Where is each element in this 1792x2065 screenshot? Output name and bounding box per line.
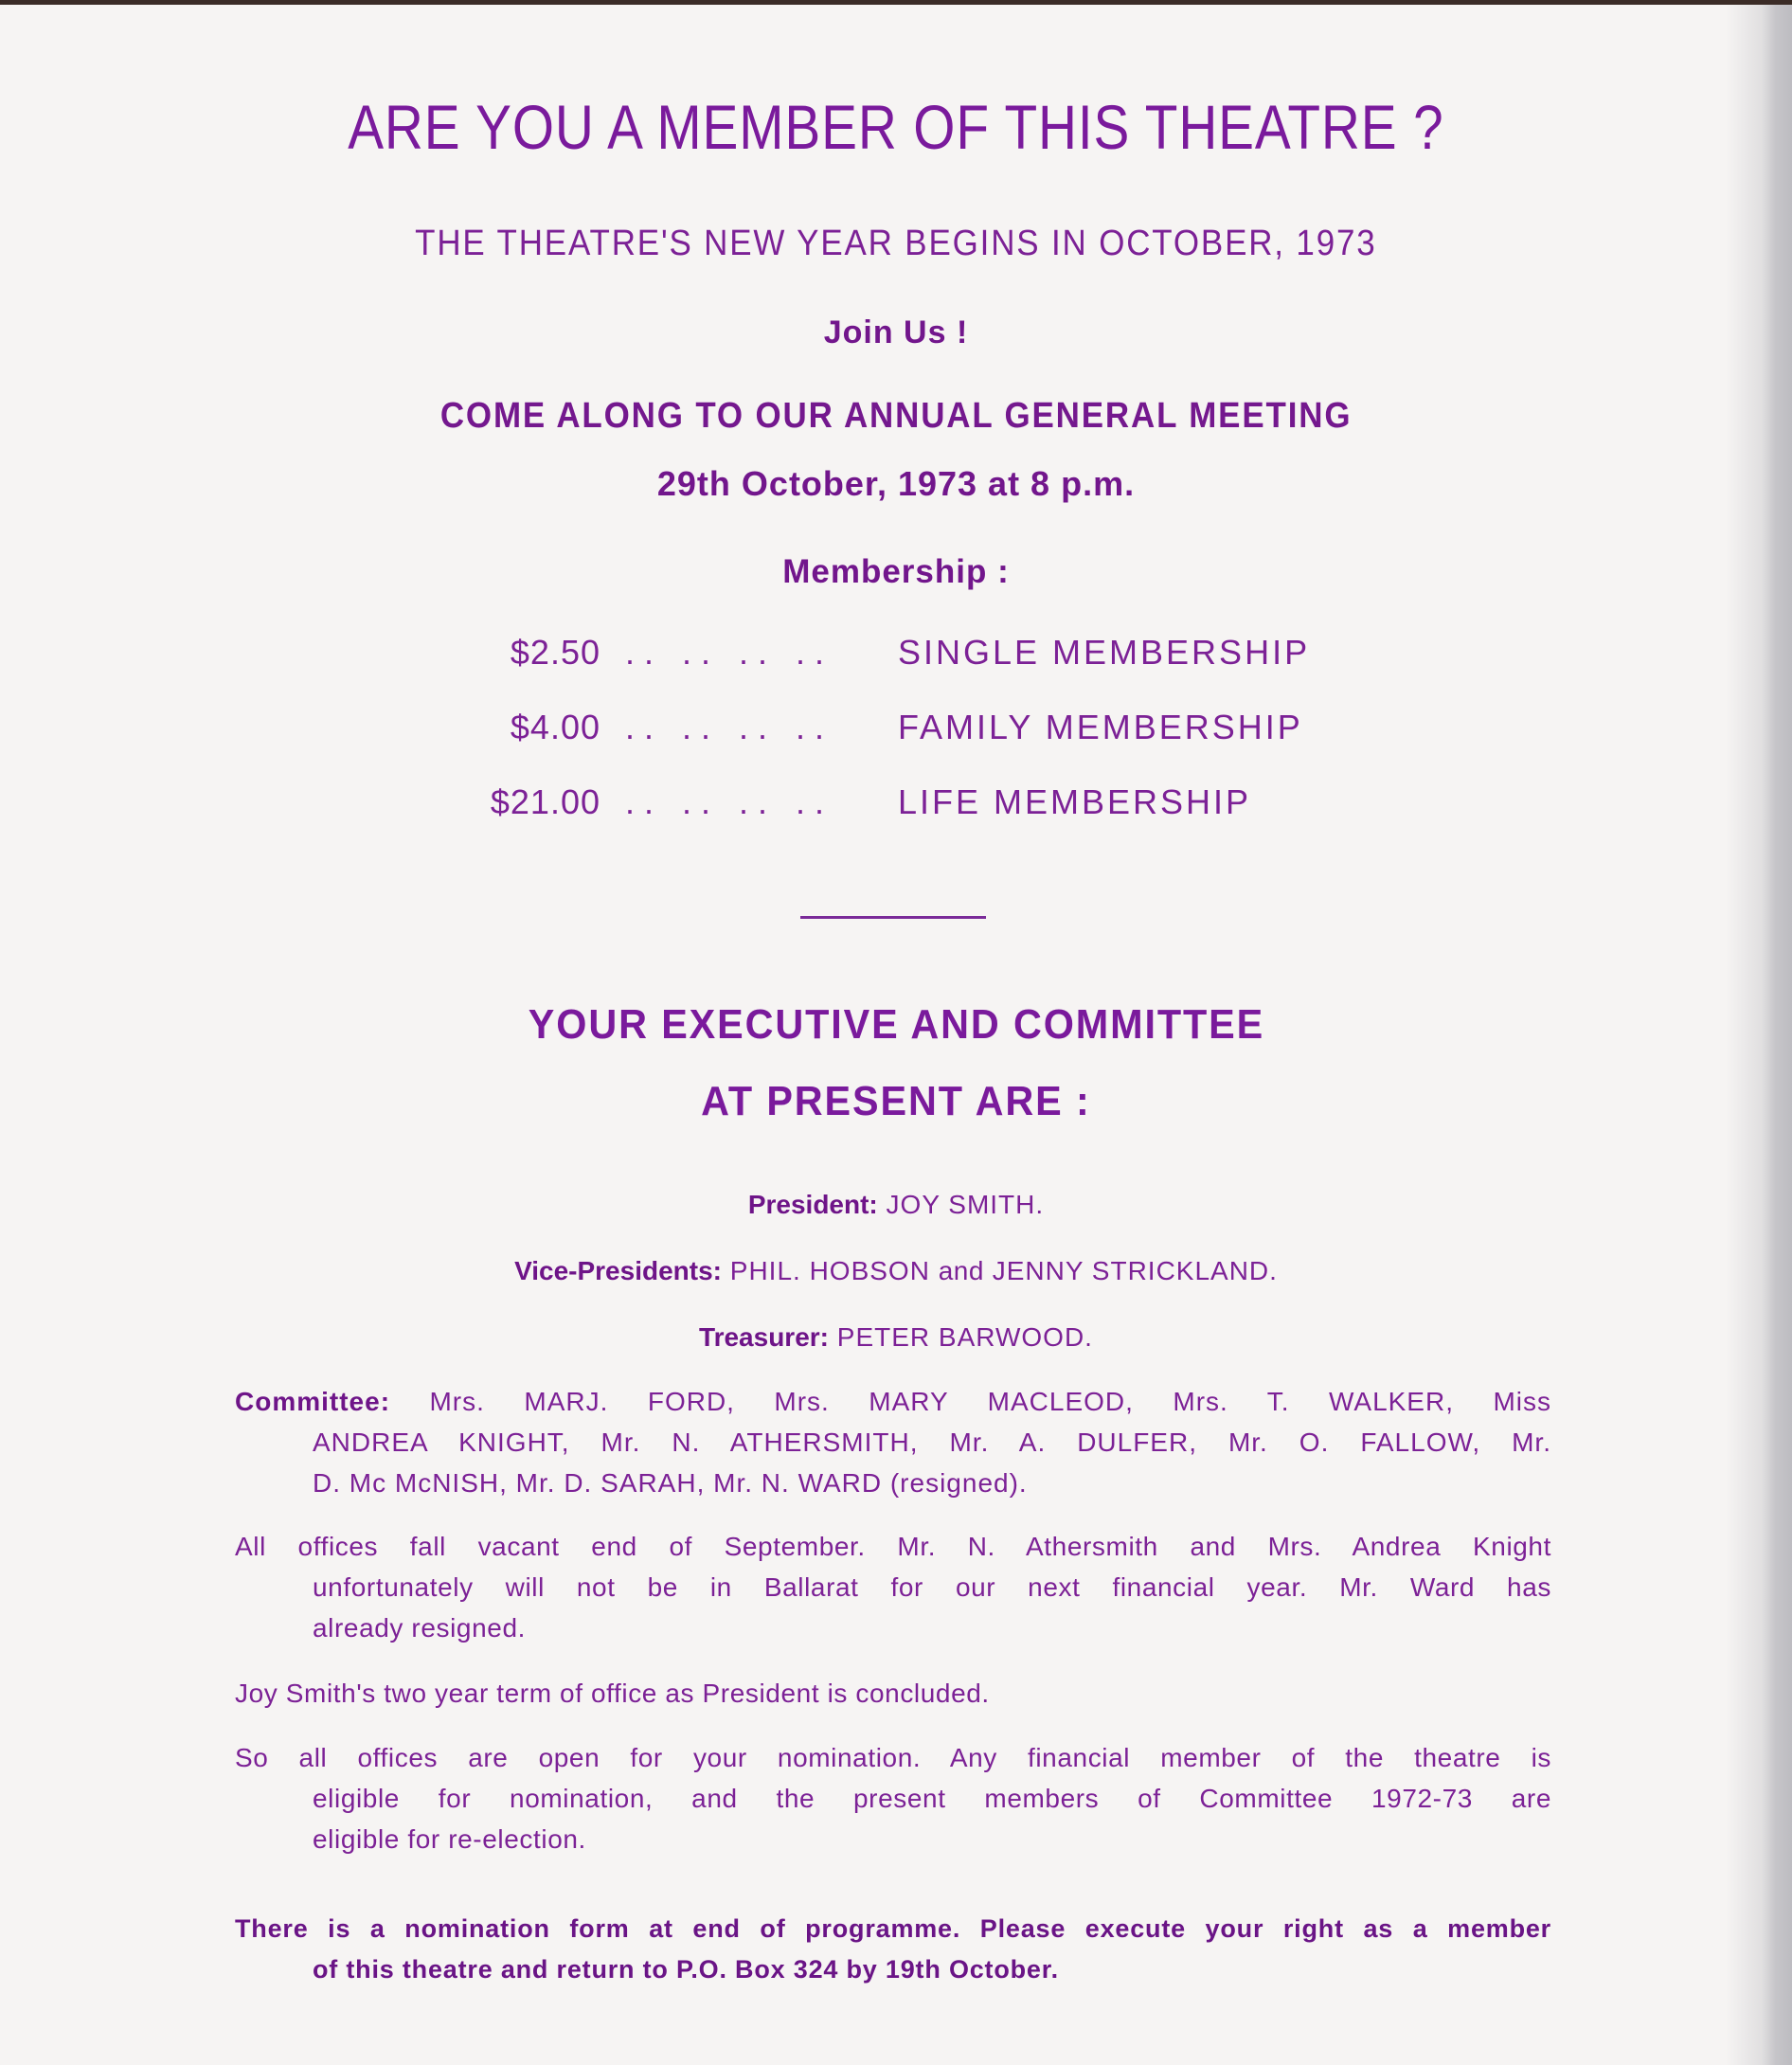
paragraph-line: of this theatre and return to P.O. Box 324 by 19th October. [313, 1955, 1059, 1984]
committee-list [235, 1381, 1551, 1503]
page-fold-shadow [1726, 5, 1792, 2065]
membership-type: FAMILY MEMBERSHIP [898, 708, 1303, 746]
agm-heading-text: COME ALONG TO OUR ANNUAL GENERAL MEETING [439, 396, 1353, 436]
vice-presidents-line [0, 1256, 1792, 1286]
nomination-form-notice [235, 1909, 1551, 1990]
president-line [0, 1190, 1792, 1220]
committee-role: Committee: [235, 1387, 391, 1416]
paragraph-line: All offices fall vacant end of September. Mr. N. Athersmith and Mrs. Andrea Knight [235, 1532, 1551, 1561]
vice-presidents-role: Vice-Presidents: [514, 1256, 722, 1285]
nominations-paragraph [235, 1737, 1551, 1859]
president-term-paragraph [235, 1673, 1551, 1714]
paragraph-line: So all offices are open for your nomination. Any financial member of the theatre is [235, 1743, 1551, 1772]
page-title [0, 91, 1792, 163]
committee-line [235, 1381, 1551, 1422]
offices-vacant-paragraph [235, 1526, 1551, 1648]
membership-rate-row [0, 708, 1792, 755]
committee-members: Mrs. MARJ. FORD, Mrs. MARY MACLEOD, Mrs. T. WALKER, Miss [429, 1387, 1551, 1416]
dot-leader: .. .. .. .. [625, 633, 834, 672]
executive-heading-text: AT PRESENT ARE : [701, 1078, 1091, 1124]
dot-leader: .. .. .. .. [625, 782, 834, 821]
agm-date: 29th October, 1973 at 8 p.m. [656, 464, 1136, 503]
president-role: President: [747, 1190, 878, 1219]
new-year-notice-text: THE THEATRE'S NEW YEAR BEGINS IN OCTOBER, 1973 [415, 224, 1377, 263]
agm-heading [0, 396, 1792, 437]
membership-rate-row [0, 782, 1792, 830]
membership-type: LIFE MEMBERSHIP [898, 782, 1252, 821]
paragraph-line: eligible for nomination, and the present members of Committee 1972-73 are [313, 1784, 1551, 1813]
new-year-notice [0, 224, 1792, 264]
page-title-text: ARE YOU A MEMBER OF THIS THEATRE ? [348, 92, 1444, 162]
executive-heading-line1 [0, 1001, 1792, 1049]
committee-line: ANDREA KNIGHT, Mr. N. ATHERSMITH, Mr. A. DULFER, Mr. O. FALLOW, Mr. [313, 1428, 1551, 1457]
executive-heading-text: YOUR EXECUTIVE AND COMMITTEE [528, 1001, 1264, 1048]
paragraph-line: Joy Smith's two year term of office as President is concluded. [235, 1679, 990, 1708]
dot-leader: .. .. .. .. [625, 708, 834, 746]
vice-presidents-conjunction: and [938, 1256, 984, 1285]
executive-heading-line2 [0, 1078, 1792, 1125]
treasurer-line [0, 1322, 1792, 1353]
treasurer-name: PETER BARWOOD. [836, 1322, 1093, 1352]
vice-president-name: JENNY STRICKLAND. [992, 1256, 1278, 1285]
membership-label: Membership : [782, 553, 1010, 590]
membership-rate-row [0, 633, 1792, 680]
paragraph-line: already resigned. [313, 1613, 526, 1643]
paragraph-line: There is a nomination form at end of programme. Please execute your right as a member [235, 1914, 1551, 1943]
committee-line: D. Mc McNISH, Mr. D. SARAH, Mr. N. WARD (resigned). [313, 1468, 1028, 1498]
treasurer-role: Treasurer: [699, 1322, 829, 1352]
membership-amount: $2.50 [510, 633, 600, 672]
president-name: JOY SMITH. [886, 1190, 1045, 1219]
membership-type: SINGLE MEMBERSHIP [898, 633, 1311, 672]
membership-amount: $21.00 [490, 782, 600, 821]
vice-president-name: PHIL. HOBSON [729, 1256, 930, 1285]
join-us-heading: Join Us ! [823, 314, 969, 350]
membership-amount: $4.00 [510, 708, 600, 746]
paragraph-line: eligible for re-election. [313, 1824, 586, 1854]
paragraph-line: unfortunately will not be in Ballarat for our next financial year. Mr. Ward has [313, 1572, 1551, 1602]
section-divider [800, 916, 986, 919]
